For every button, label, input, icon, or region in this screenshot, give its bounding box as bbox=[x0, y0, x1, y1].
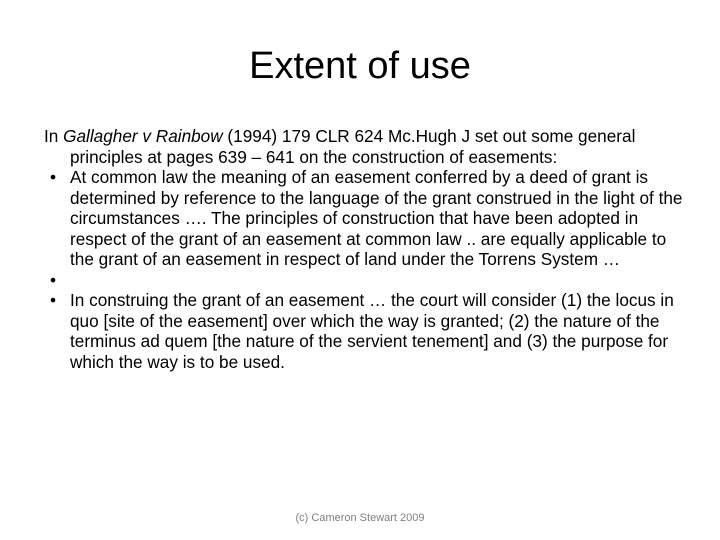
bullet-text: At common law the meaning of an easement conferred by a deed of grant is determined by reference to the language of the grant construed in the light of the circumstances …. The principles of construction that have been adopted in respect of the grant of an easement at common law .. are equally applicable to the grant of an easement in respect of land under the Torrens System … bbox=[70, 167, 683, 269]
bullet-text: In construing the grant of an easement … the court will consider (1) the locus in quo [site of the easement] over which the way is granted; (2) the nature of the terminus ad quem [the nature of the servient tenement] and (3) the purpose for which the way is to be used. bbox=[70, 290, 674, 372]
bullet-item bbox=[44, 290, 684, 372]
bullet-dot-icon: • bbox=[49, 167, 57, 187]
intro-suffix: (1994) 179 CLR 624 Mc.Hugh J set out some general principles at pages 639 – 641 on the construction of easements: bbox=[70, 126, 636, 167]
case-name: Gallagher v Rainbow bbox=[63, 126, 223, 146]
footer-copyright: (c) Cameron Stewart 2009 bbox=[295, 512, 425, 524]
bullet-item bbox=[44, 270, 684, 291]
slide-title: Extent of use bbox=[249, 45, 471, 87]
bullet-item bbox=[44, 167, 684, 270]
bullet-dot-icon: • bbox=[49, 290, 57, 310]
bullet-list bbox=[44, 167, 684, 372]
bullet-dot-icon: • bbox=[49, 269, 57, 290]
intro-paragraph bbox=[44, 126, 684, 167]
slide-body bbox=[44, 126, 684, 372]
intro-prefix: In bbox=[44, 126, 64, 146]
